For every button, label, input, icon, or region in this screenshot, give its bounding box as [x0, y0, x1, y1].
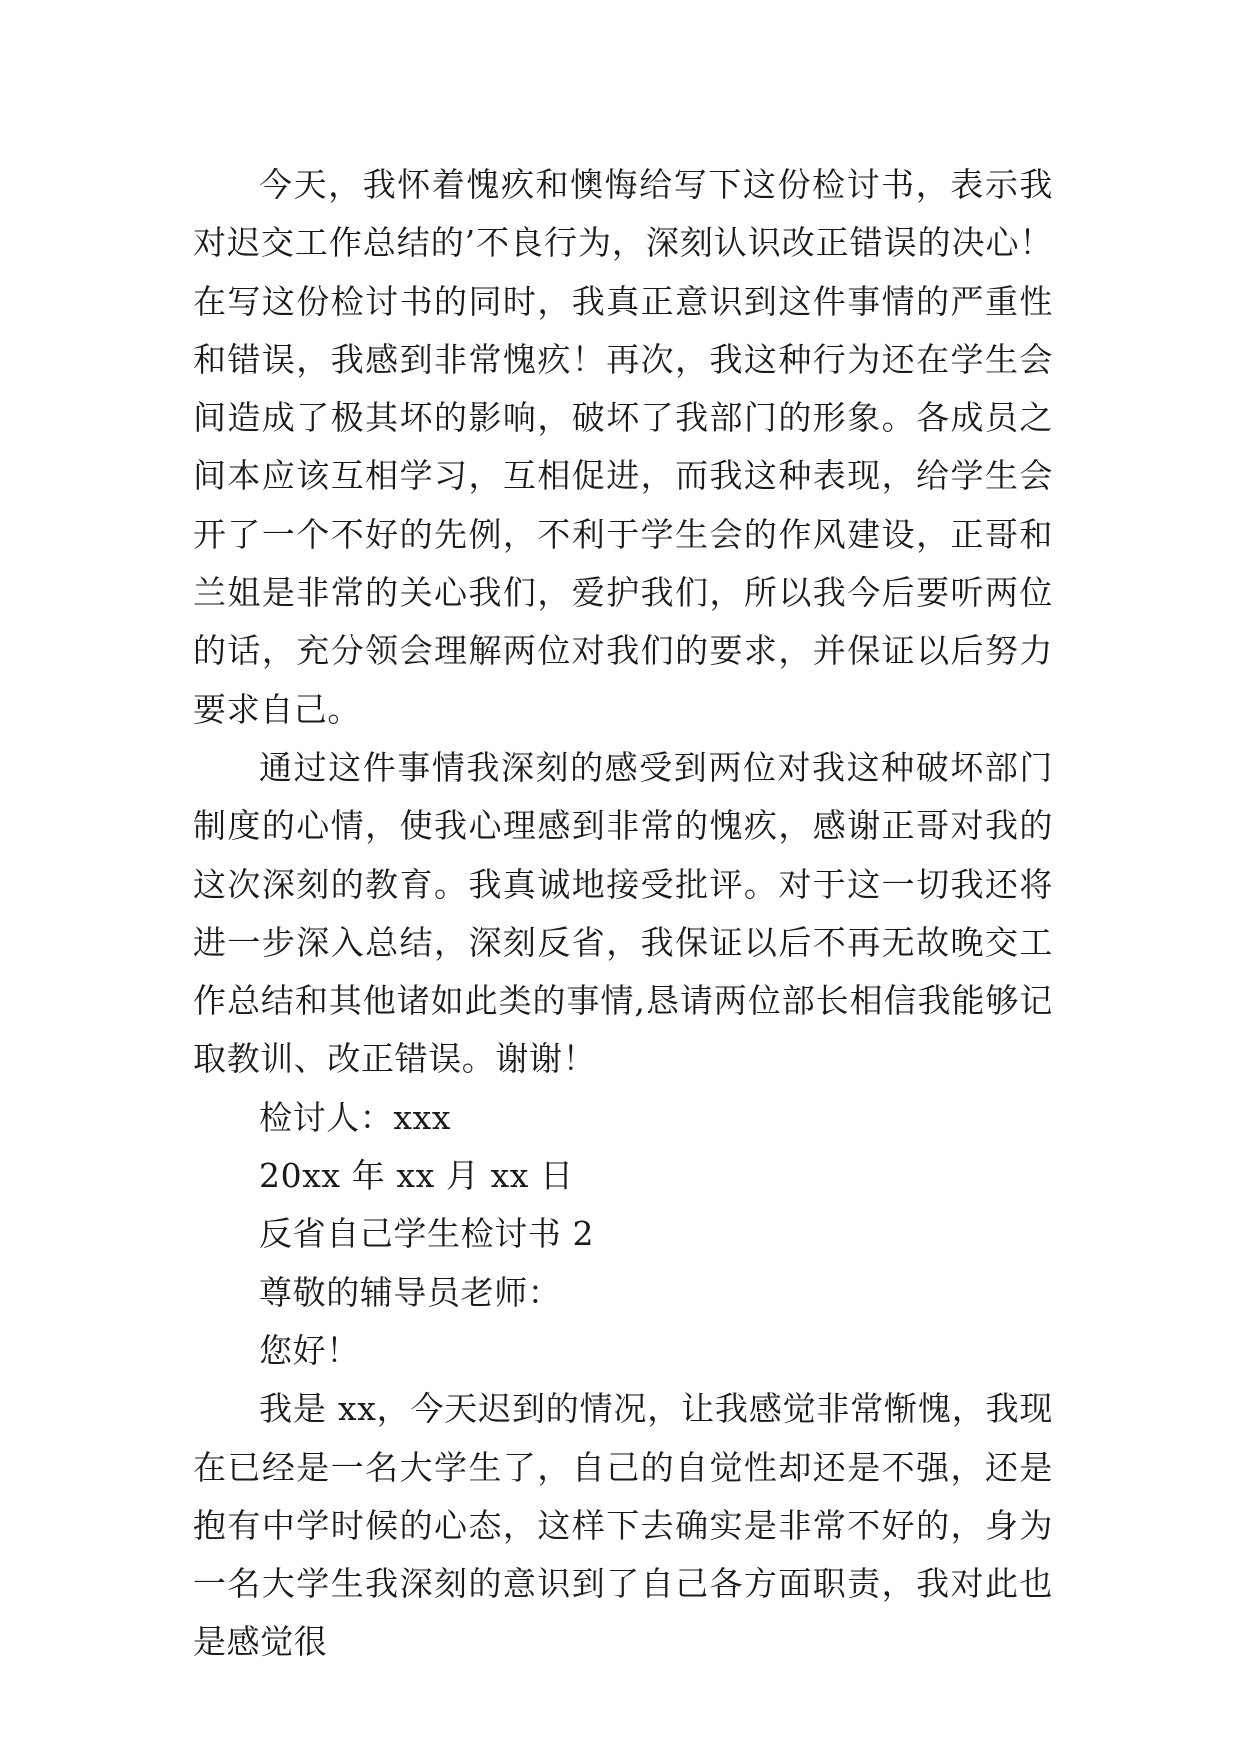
paragraph-reflection: 通过这件事情我深刻的感受到两位对我这种破坏部门制度的心情，使我心理感到非常的愧疚，感谢正哥对我的这次深刻的教育。我真诚地接受批评。对于这一切我还将进一步深入总结，深刻反省，我保证以后不再无故晚交工作总结和其他诸如此类的事情,恳请两位部长相信我能够记取教训、改正错误。谢谢！ [193, 747, 1053, 1079]
paragraph-lateness: 我是 xx，今天迟到的情况，让我感觉非常惭愧，我现在已经是一名大学生了，自己的自觉性却还是不强，还是抱有中学时候的心态，这样下去确实是非常不好的，身为一名大学生我深刻的意识到了自己各方面职责，我对此也是感觉很 [193, 1389, 1053, 1662]
document-body [193, 156, 1053, 1672]
salutation-line: 尊敬的辅导员老师： [259, 1272, 562, 1312]
signature-line: 检讨人：xxx [259, 1097, 452, 1137]
paragraph-self-criticism: 今天，我怀着愧疚和懊悔给写下这份检讨书，表示我对迟交工作总结的’不良行为，深刻认识改正错误的决心！在写这份检讨书的同时，我真正意识到这件事情的严重性和错误，我感到非常愧疚！再次，我这种行为还在学生会间造成了极其坏的影响，破坏了我部门的形象。各成员之间本应该互相学习，互相促进，而我这种表现，给学生会开了一个不好的先例，不利于学生会的作风建设，正哥和兰姐是非常的关心我们，爱护我们，所以我今后要听两位的话，充分领会理解两位对我们的要求，并保证以后努力要求自己。 [193, 165, 1053, 729]
date-line: 20xx 年 xx 月 xx 日 [259, 1156, 574, 1196]
greeting-line: 您好！ [259, 1330, 360, 1370]
section-title: 反省自己学生检讨书 2 [259, 1214, 595, 1254]
